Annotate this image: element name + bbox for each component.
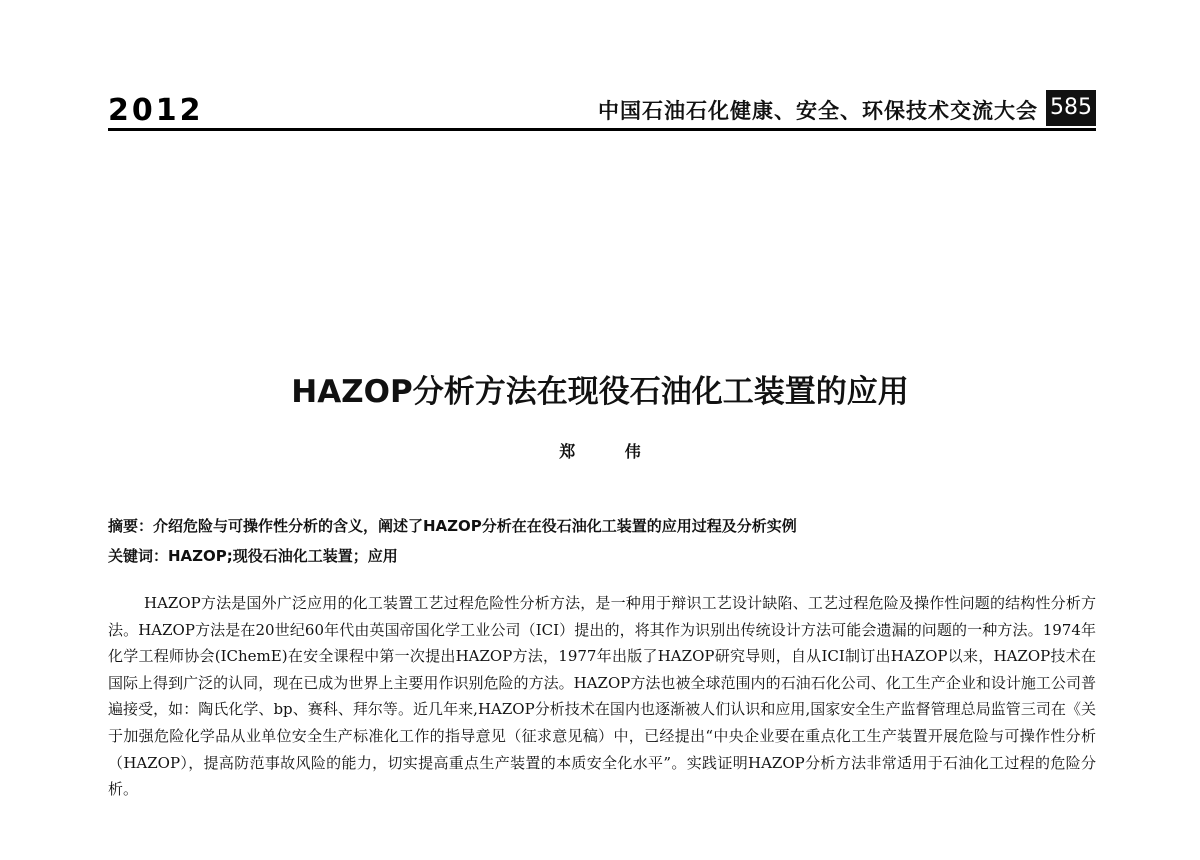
page-number-badge: 585: [1046, 90, 1096, 126]
header-divider: [108, 128, 1096, 131]
paper-title: HAZOP分析方法在现役石油化工装置的应用: [291, 374, 909, 410]
paper-keywords: 关键词：HAZOP;现役石油化工装置；应用: [108, 547, 398, 565]
paper-abstract: 摘要：介绍危险与可操作性分析的含义，阐述了HAZOP分析在在役石油化工装置的应用过程及分析实例: [108, 517, 797, 535]
header-year: 2012: [108, 93, 204, 128]
body-paragraph: HAZOP方法是国外广泛应用的化工装置工艺过程危险性分析方法，是一种用于辩识工艺设计缺陷、工艺过程危险及操作性问题的结构性分析方法。HAZOP方法是在20世纪60年代由英国帝国化学工业公司（ICI）提出的，将其作为识别出传统设计方法可能会遗漏的问题的一种方法。1974年化学工程师协会(IChemE)在安全课程中第一次提出HAZOP方法，1977年出版了HAZOP研究导则，自从ICI制订出HAZOP以来，HAZOP技术在国际上得到广泛的认同，现在已成为世界上主要用作识别危险的方法。HAZOP方法也被全球范围内的石油石化公司、化工生产企业和设计施工公司普遍接受，如：陶氏化学、bp、赛科、拜尔等。近几年来,HAZOP分析技术在国内也逐渐被人们认识和应用,国家安全生产监督管理总局监管三司在《关于加强危险化学品从业单位安全生产标准化工作的指导意见（征求意见稿）中，已经提出“中央企业要在重点化工生产装置开展危险与可操作性分析（HAZOP），提高防范事故风险的能力，切实提高重点生产装置的本质安全化水平”。实践证明HAZOP分析方法非常适用于石油化工过程的危险分析。: [108, 594, 1096, 799]
running-header: [108, 88, 1096, 132]
paper-author: 郑 伟: [559, 442, 663, 461]
header-conference-name: 中国石油石化健康、安全、环保技术交流大会: [598, 99, 1038, 123]
